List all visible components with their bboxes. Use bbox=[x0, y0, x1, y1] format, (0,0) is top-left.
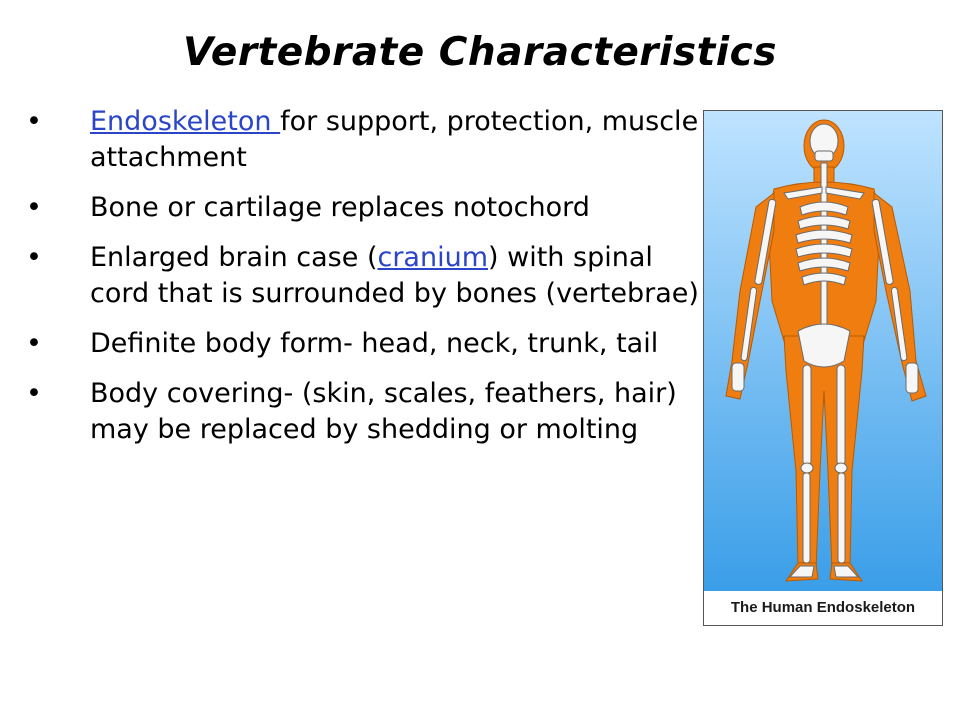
bullet-dot: • bbox=[26, 242, 42, 273]
bullet-item bbox=[26, 104, 706, 176]
bullet-text: ) with spinal cord that is surrounded by bones (vertebrae) bbox=[90, 242, 699, 309]
bullet-dot: • bbox=[26, 328, 42, 359]
skeleton-illustration bbox=[704, 111, 942, 625]
figure-caption: The Human Endoskeleton bbox=[730, 599, 916, 616]
bullet-text: Enlarged brain case ( bbox=[90, 242, 378, 273]
bullet-text: Bone or cartilage replaces notochord bbox=[90, 192, 590, 223]
bullet-dot: • bbox=[26, 378, 42, 409]
bullet-dot: • bbox=[26, 106, 42, 137]
bullet-item bbox=[26, 376, 706, 448]
bullet-item bbox=[26, 190, 706, 226]
endoskeleton-figure bbox=[703, 110, 943, 626]
bullet-text: Definite body form- head, neck, trunk, tail bbox=[90, 328, 659, 359]
bullet-item bbox=[26, 240, 706, 312]
bullet-text: for support, protection, muscle attachment bbox=[90, 106, 699, 173]
bullet-item bbox=[26, 326, 706, 362]
bullet-dot: • bbox=[26, 192, 42, 223]
slide-title: Vertebrate Characteristics bbox=[183, 30, 777, 75]
endoskeleton-link[interactable]: Endoskeleton bbox=[90, 106, 281, 137]
bullet-text: Body covering- (skin, scales, feathers, hair) may be replaced by shedding or molting bbox=[90, 378, 677, 445]
cranium-link[interactable]: cranium bbox=[377, 242, 489, 273]
bullet-list bbox=[26, 104, 706, 462]
